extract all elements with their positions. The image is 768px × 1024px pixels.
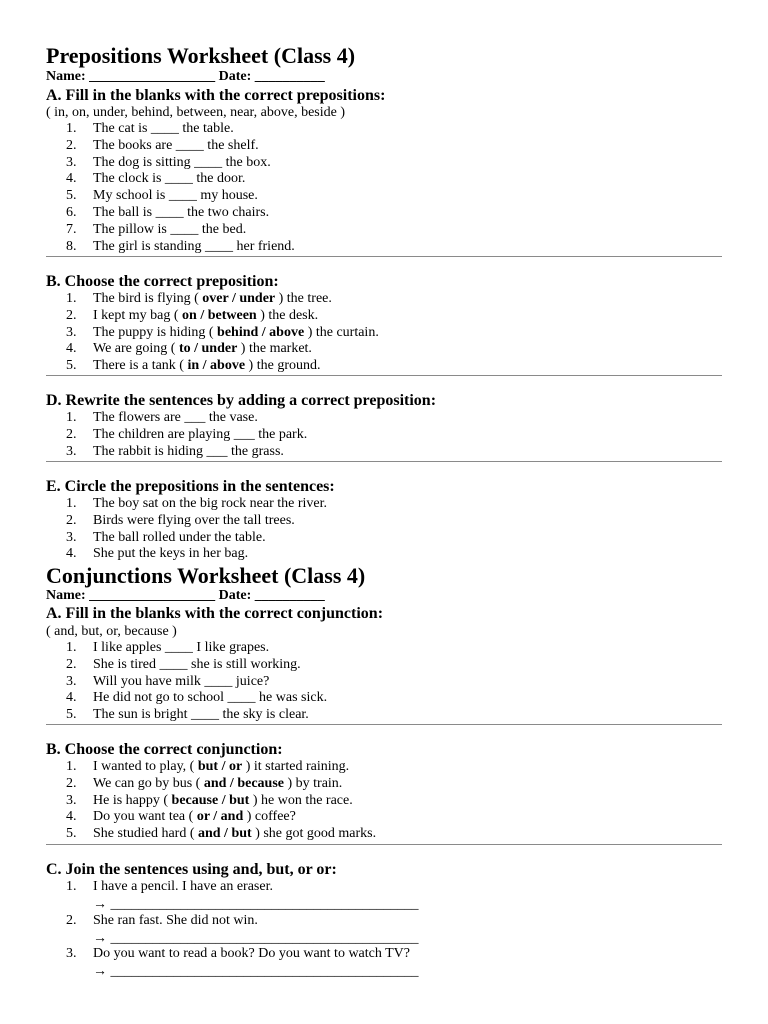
section-divider	[46, 844, 722, 845]
list-item	[0, 496, 720, 513]
item-text: Do you want tea ( or / and ) coffee?	[93, 809, 296, 825]
item-number: 4.	[66, 690, 77, 706]
list-item	[0, 809, 720, 826]
item-text: I like apples ____ I like grapes.	[93, 640, 270, 655]
item-text: I kept my bag ( on / between ) the desk.	[93, 307, 319, 323]
item-number: 2.	[66, 426, 77, 442]
choice-options: but / or	[197, 759, 243, 774]
list-item	[0, 358, 720, 375]
item-text: I have a pencil. I have an eraser.	[93, 879, 273, 894]
list-item	[0, 513, 720, 530]
conj-section-c-item-3	[0, 946, 720, 963]
choice-options: and / but	[197, 826, 252, 842]
choice-options: in / above	[187, 358, 246, 374]
conj-section-b-heading: B. Choose the correct conjunction:	[46, 741, 283, 758]
list-item	[0, 657, 720, 674]
item-text: The pillow is ____ the bed.	[93, 221, 247, 237]
list-item	[0, 171, 720, 188]
item-number: 3.	[66, 443, 77, 459]
list-item	[0, 155, 720, 172]
prep-section-a-list	[0, 121, 720, 255]
item-number: 2.	[66, 137, 77, 153]
item-number: 1.	[66, 759, 77, 774]
list-item	[0, 530, 720, 547]
list-item	[0, 341, 720, 358]
item-number: 5.	[66, 188, 77, 204]
section-divider	[46, 461, 722, 462]
item-number: 1.	[66, 496, 77, 511]
list-item	[0, 690, 720, 707]
list-item	[0, 308, 720, 325]
list-item	[0, 879, 720, 896]
prep-section-b-heading: B. Choose the correct preposition:	[46, 273, 279, 290]
item-number: 5.	[66, 707, 77, 723]
item-text: Will you have milk ____ juice?	[93, 673, 270, 689]
prep-section-a-heading: A. Fill in the blanks with the correct prepositions:	[46, 87, 386, 104]
list-item	[0, 913, 720, 930]
prep-section-d-list	[0, 410, 720, 460]
prep-section-a-options: ( in, on, under, behind, between, near, above, beside )	[46, 105, 345, 120]
list-item	[0, 640, 720, 657]
item-number: 3.	[66, 324, 77, 340]
item-text: The sun is bright ____ the sky is clear.	[93, 707, 309, 723]
item-number: 4.	[66, 546, 77, 562]
choice-options: on / between	[182, 307, 257, 323]
choice-options: and / because	[203, 775, 284, 791]
item-number: 1.	[66, 879, 77, 894]
item-text: The ball is ____ the two chairs.	[93, 204, 270, 220]
item-text: We are going ( to / under ) the market.	[93, 341, 312, 357]
conj-section-c-heading: C. Join the sentences using and, but, or or:	[46, 861, 337, 878]
conj-section-a-options: ( and, but, or, because )	[46, 624, 177, 639]
list-item	[0, 222, 720, 239]
item-number: 3.	[66, 529, 77, 545]
item-number: 8.	[66, 238, 77, 254]
conj-section-c-item-2	[0, 913, 720, 930]
item-number: 3.	[66, 154, 77, 170]
choice-options: behind / above	[217, 324, 305, 340]
list-item	[0, 946, 720, 963]
list-item	[0, 239, 720, 256]
answer-blank-line[interactable]: → ____________________________________________	[93, 964, 419, 979]
item-text: The girl is standing ____ her friend.	[93, 238, 295, 254]
item-text: She studied hard ( and / but ) she got good marks.	[93, 826, 377, 842]
list-item	[0, 325, 720, 342]
item-text: The dog is sitting ____ the box.	[93, 154, 271, 170]
item-number: 3.	[66, 946, 77, 961]
item-number: 1.	[66, 640, 77, 655]
prepositions-title: Prepositions Worksheet (Class 4)	[46, 43, 356, 68]
item-text: The cat is ____ the table.	[93, 121, 234, 136]
item-text: I wanted to play, ( but / or ) it started raining.	[93, 759, 350, 774]
choice-options: or / and	[196, 809, 244, 825]
list-item	[0, 138, 720, 155]
list-item	[0, 546, 720, 563]
item-text: My school is ____ my house.	[93, 188, 258, 204]
list-item	[0, 674, 720, 691]
conj-section-c-item-1	[0, 879, 720, 896]
answer-blank-line[interactable]: → ____________________________________________	[93, 931, 419, 946]
list-item	[0, 793, 720, 810]
section-divider	[46, 256, 722, 257]
list-item	[0, 291, 720, 308]
item-number: 3.	[66, 792, 77, 808]
item-number: 5.	[66, 358, 77, 374]
item-number: 1.	[66, 410, 77, 425]
prep-section-e-heading: E. Circle the prepositions in the sentences:	[46, 478, 335, 495]
item-number: 4.	[66, 171, 77, 187]
list-item	[0, 707, 720, 724]
item-number: 3.	[66, 673, 77, 689]
conj-section-a-heading: A. Fill in the blanks with the correct conjunction:	[46, 605, 384, 622]
conj-section-a-list	[0, 640, 720, 724]
section-divider	[46, 375, 722, 376]
item-number: 2.	[66, 307, 77, 323]
item-text: The books are ____ the shelf.	[93, 137, 259, 153]
prepositions-name-date-line: Name: __________________ Date: __________	[46, 69, 325, 84]
conjunctions-title: Conjunctions Worksheet (Class 4)	[46, 563, 366, 588]
conjunctions-name-date-line: Name: __________________ Date: __________	[46, 588, 325, 603]
list-item	[0, 427, 720, 444]
item-number: 7.	[66, 221, 77, 237]
item-text: The children are playing ___ the park.	[93, 426, 308, 442]
answer-blank-line[interactable]: → ____________________________________________	[93, 897, 419, 912]
item-number: 2.	[66, 656, 77, 672]
list-item	[0, 121, 720, 138]
section-divider	[46, 724, 722, 725]
item-number: 2.	[66, 512, 77, 528]
list-item	[0, 205, 720, 222]
conj-section-b-list	[0, 759, 720, 843]
item-text: The boy sat on the big rock near the river.	[93, 496, 328, 511]
item-number: 2.	[66, 775, 77, 791]
list-item	[0, 826, 720, 843]
list-item	[0, 410, 720, 427]
list-item	[0, 759, 720, 776]
choice-options: because / but	[171, 792, 250, 808]
item-text: We can go by bus ( and / because ) by train.	[93, 775, 343, 791]
item-text: There is a tank ( in / above ) the ground.	[93, 358, 321, 374]
item-number: 1.	[66, 121, 77, 136]
list-item	[0, 444, 720, 461]
choice-options: to / under	[178, 341, 238, 357]
item-text: The ball rolled under the table.	[93, 529, 266, 545]
list-item	[0, 776, 720, 793]
item-text: She is tired ____ she is still working.	[93, 656, 301, 672]
item-text: Do you want to read a book? Do you want to watch TV?	[93, 946, 410, 961]
item-text: The bird is flying ( over / under ) the tree.	[93, 291, 332, 306]
item-number: 4.	[66, 809, 77, 825]
item-text: He is happy ( because / but ) he won the race.	[93, 792, 353, 808]
item-text: She put the keys in her bag.	[93, 546, 249, 562]
item-number: 1.	[66, 291, 77, 306]
item-text: The clock is ____ the door.	[93, 171, 246, 187]
item-text: She ran fast. She did not win.	[93, 913, 258, 928]
prep-section-e-list	[0, 496, 720, 563]
item-number: 2.	[66, 913, 77, 928]
item-text: The rabbit is hiding ___ the grass.	[93, 443, 284, 459]
item-text: Birds were flying over the tall trees.	[93, 512, 295, 528]
item-number: 5.	[66, 826, 77, 842]
item-text: He did not go to school ____ he was sick.	[93, 690, 328, 706]
item-text: The puppy is hiding ( behind / above ) the curtain.	[93, 324, 379, 340]
list-item	[0, 188, 720, 205]
item-number: 4.	[66, 341, 77, 357]
choice-options: over / under	[202, 291, 276, 306]
item-number: 6.	[66, 204, 77, 220]
prep-section-d-heading: D. Rewrite the sentences by adding a correct preposition:	[46, 392, 437, 409]
item-text: The flowers are ___ the vase.	[93, 410, 258, 425]
prep-section-b-list	[0, 291, 720, 375]
